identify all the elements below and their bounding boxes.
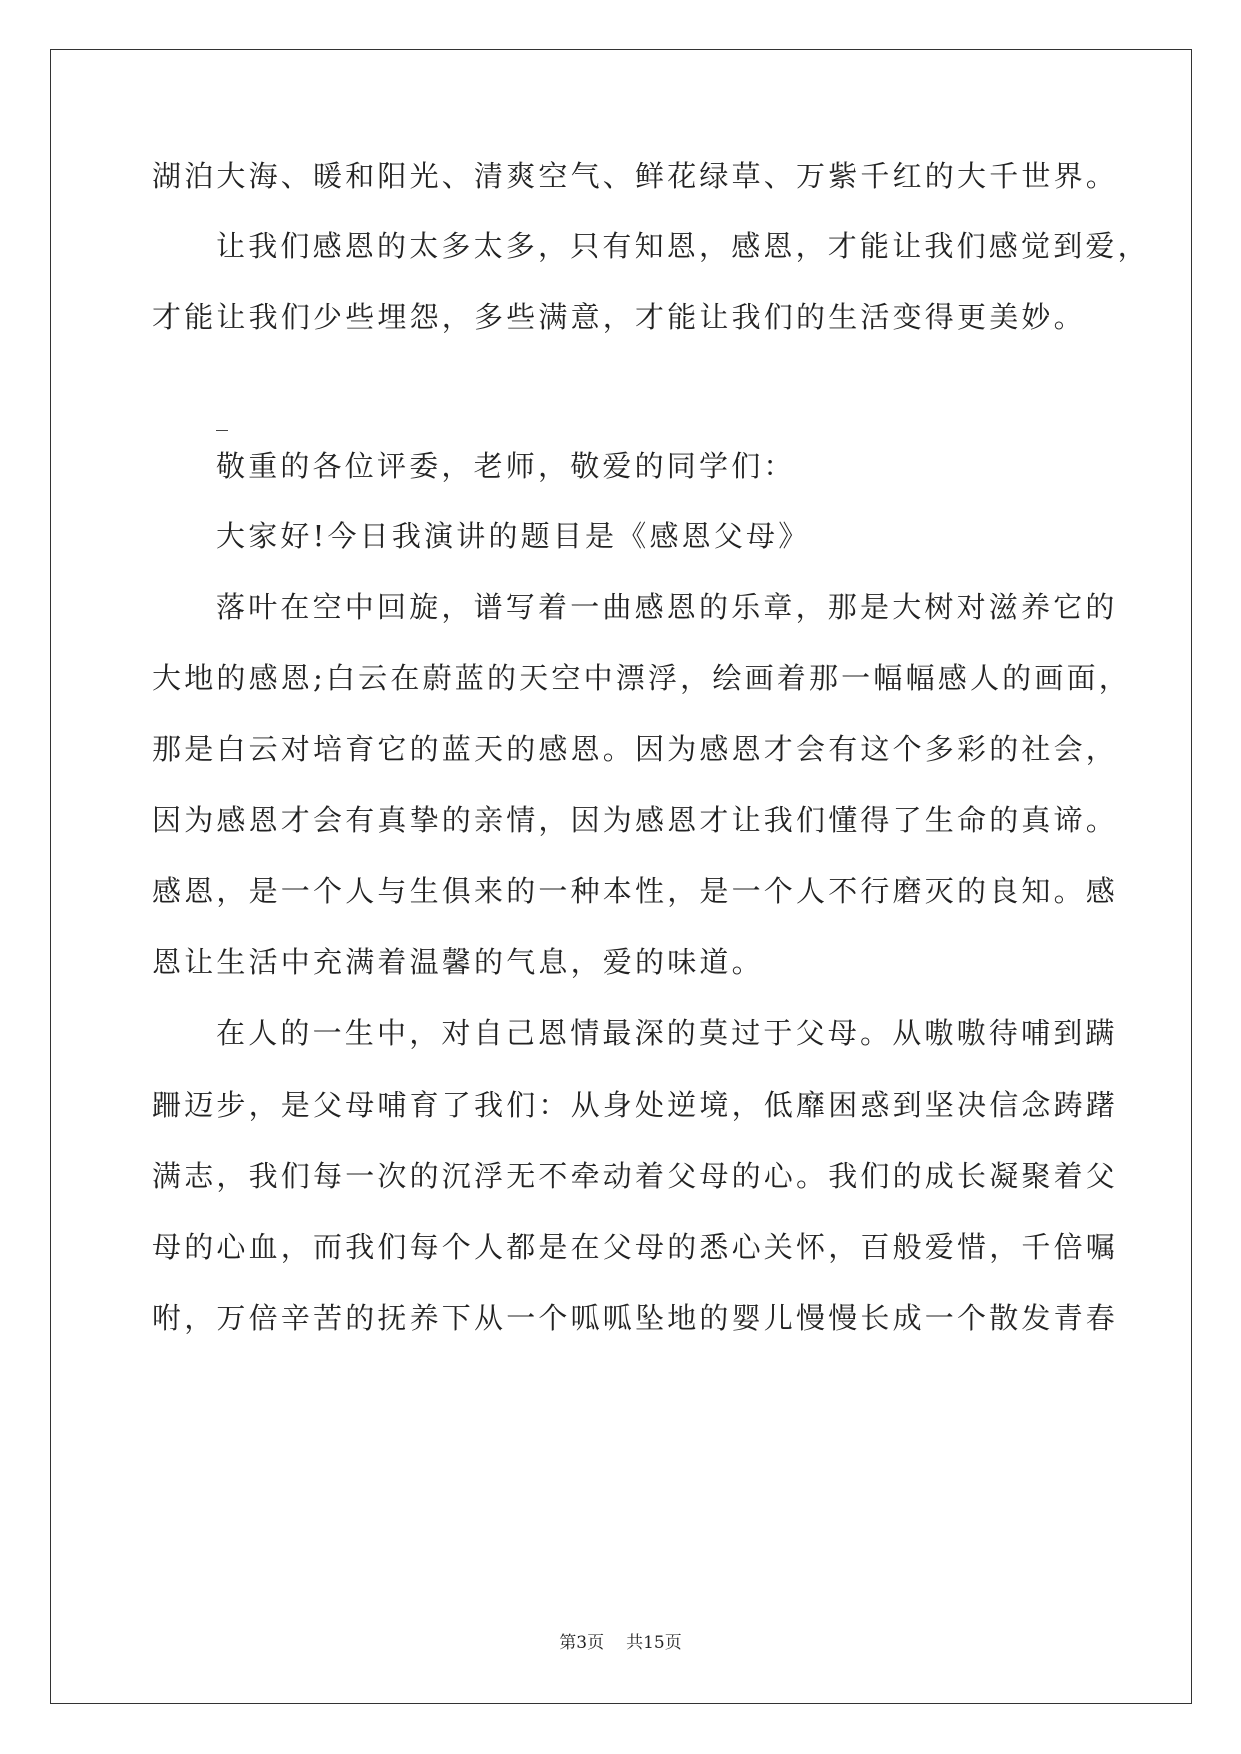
page-footer — [0, 1628, 1241, 1653]
text-line: 落叶在空中回旋，谱写着一曲感恩的乐章，那是大树对滋养它的 — [216, 590, 1118, 624]
separator-dash — [216, 430, 228, 431]
text-line: 恩让生活中充满着温馨的气息，爱的味道。 — [152, 945, 764, 979]
page-total: 共15页 — [626, 1633, 682, 1653]
text-line: 满志，我们每一次的沉浮无不牵动着父母的心。我们的成长凝聚着父 — [152, 1159, 1119, 1193]
text-line: 敬重的各位评委，老师，敬爱的同学们： — [216, 449, 796, 483]
text-line: 在人的一生中，对自己恩情最深的莫过于父母。从嗷嗷待哺到蹒 — [216, 1016, 1118, 1050]
text-line: 湖泊大海、暖和阳光、清爽空气、鲜花绿草、万紫千红的大千世界。 — [152, 159, 1119, 193]
text-line: 跚迈步，是父母哺育了我们：从身处逆境，低靡困惑到坚决信念踌躇 — [152, 1088, 1119, 1122]
text-line: 才能让我们少些埋怨，多些满意，才能让我们的生活变得更美妙。 — [152, 300, 1086, 334]
text-line: 大家好!今日我演讲的题目是《感恩父母》 — [216, 519, 811, 553]
text-line: 因为感恩才会有真挚的亲情，因为感恩才让我们懂得了生命的真谛。 — [152, 803, 1119, 837]
text-line: 母的心血，而我们每个人都是在父母的悉心关怀，百般爱惜，千倍嘱 — [152, 1230, 1119, 1264]
text-line: 感恩，是一个人与生俱来的一种本性，是一个人不行磨灭的良知。感 — [152, 874, 1119, 908]
text-line: 咐，万倍辛苦的抚养下从一个呱呱坠地的婴儿慢慢长成一个散发青春 — [152, 1301, 1119, 1335]
text-line: 那是白云对培育它的蓝天的感恩。因为感恩才会有这个多彩的社会， — [152, 732, 1119, 766]
text-line: 大地的感恩;白云在蔚蓝的天空中漂浮，绘画着那一幅幅感人的画面， — [152, 661, 1131, 695]
page-number: 第3页 — [559, 1633, 605, 1653]
text-line: 让我们感恩的太多太多，只有知恩，感恩，才能让我们感觉到爱， — [216, 229, 1150, 263]
